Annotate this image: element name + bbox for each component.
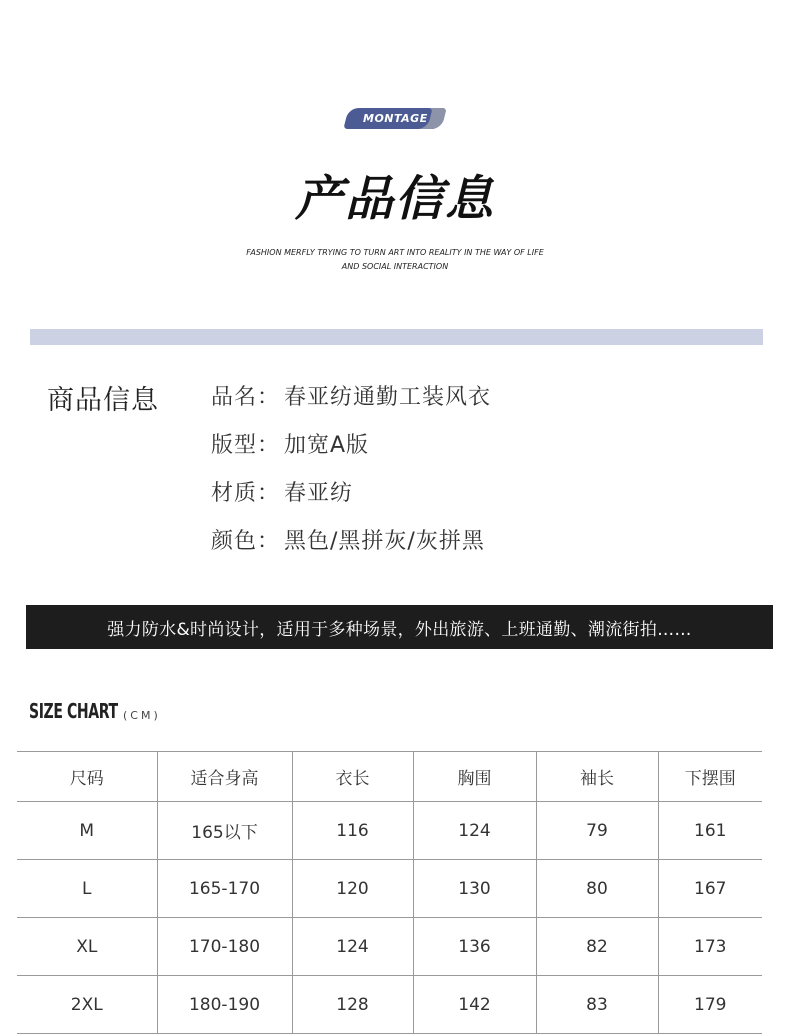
table-header-cell: 衣长	[292, 752, 413, 802]
table-cell: 173	[658, 918, 762, 976]
info-label: 品名：	[211, 385, 281, 410]
brand-logo	[343, 108, 446, 129]
info-label: 颜色：	[211, 529, 281, 554]
table-header-cell: 袖长	[536, 752, 658, 802]
table-cell: 124	[413, 802, 536, 860]
tagline: FASHION MERFLY TRYING TO TURN ART INTO REALITY IN THE WAY OF LIFE AND SOCIAL INTERACTION	[246, 248, 544, 271]
table-cell: 180-190	[157, 976, 292, 1034]
info-value: 春亚纺通勤工装风衣	[284, 385, 492, 410]
size-chart-unit: (CM)	[123, 709, 161, 722]
table-cell: XL	[17, 918, 157, 976]
section-divider-bar	[30, 329, 763, 345]
table-cell: 83	[536, 976, 658, 1034]
table-cell: 165-170	[157, 860, 292, 918]
table-row	[17, 802, 762, 860]
product-info-list	[211, 380, 491, 572]
size-chart-title: SIZE CHART	[29, 699, 118, 723]
info-value: 加宽A版	[284, 433, 370, 458]
table-cell: 116	[292, 802, 413, 860]
info-value: 春亚纺	[284, 481, 354, 506]
info-row-name	[211, 380, 491, 428]
table-cell: 80	[536, 860, 658, 918]
table-cell: 124	[292, 918, 413, 976]
table-header-cell: 下摆围	[658, 752, 762, 802]
table-cell: 79	[536, 802, 658, 860]
table-header-cell: 尺码	[17, 752, 157, 802]
table-cell: 165以下	[157, 802, 292, 860]
table-cell: 167	[658, 860, 762, 918]
table-cell: 161	[658, 802, 762, 860]
page-title: 产品信息	[294, 171, 495, 227]
table-header-row	[17, 752, 762, 802]
info-row-color	[211, 524, 491, 572]
info-value: 黑色/黑拼灰/灰拼黑	[284, 529, 485, 554]
info-row-material	[211, 476, 491, 524]
table-cell: 2XL	[17, 976, 157, 1034]
info-row-fit	[211, 428, 491, 476]
info-label: 材质：	[211, 481, 281, 506]
table-cell: 170-180	[157, 918, 292, 976]
table-header-cell: 适合身高	[157, 752, 292, 802]
brand-logo-text: MONTAGE	[362, 112, 428, 125]
table-cell: 82	[536, 918, 658, 976]
table-cell: 142	[413, 976, 536, 1034]
table-cell: 179	[658, 976, 762, 1034]
feature-banner	[26, 605, 773, 649]
table-row	[17, 976, 762, 1034]
table-cell: 128	[292, 976, 413, 1034]
table-cell: 120	[292, 860, 413, 918]
table-cell: L	[17, 860, 157, 918]
size-chart-table	[17, 751, 762, 1034]
table-cell: M	[17, 802, 157, 860]
product-info-heading: 商品信息	[47, 385, 159, 416]
info-label: 版型：	[211, 433, 281, 458]
feature-banner-text: 强力防水&时尚设计，适用于多种场景，外出旅游、上班通勤、潮流街拍……	[107, 619, 692, 640]
table-row	[17, 918, 762, 976]
table-header-cell: 胸围	[413, 752, 536, 802]
table-row	[17, 860, 762, 918]
table-cell: 130	[413, 860, 536, 918]
table-cell: 136	[413, 918, 536, 976]
